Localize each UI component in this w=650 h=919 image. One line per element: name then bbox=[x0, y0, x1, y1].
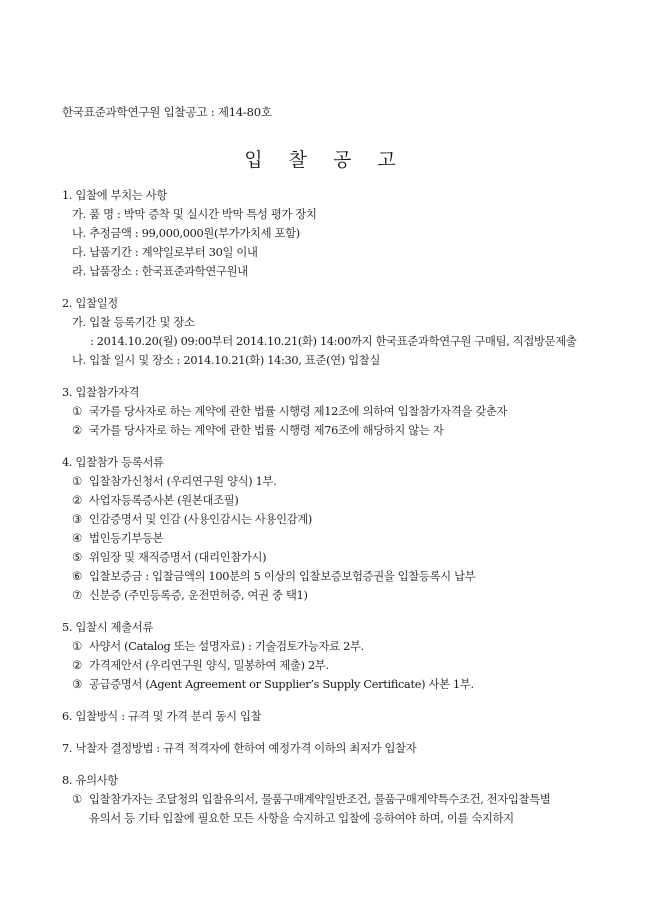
section-heading: 7. 낙찰자 결정방법 : 규격 적격자에 한하여 예정가격 이하의 최저가 입찰자 bbox=[62, 742, 417, 755]
item-text-continuation: 유의서 등 기타 입찰에 필요한 모든 사항을 숙지하고 입찰에 응하여야 하며, 이를 숙지하지 bbox=[89, 812, 514, 825]
section-heading: 8. 유의사항 bbox=[62, 774, 118, 787]
item-text: 법인등기부등본 bbox=[89, 532, 164, 545]
list-item bbox=[62, 548, 592, 567]
item-text: 공급증명서 (Agent Agreement or Supplier’s Supply Certificate) 사본 1부. bbox=[89, 678, 474, 691]
notice-number-header: 한국표준과학연구원 입찰공고 : 제14-80호 bbox=[62, 105, 272, 119]
list-item bbox=[62, 472, 592, 491]
item-delivery-period: 다. 납품기간 : 계약일로부터 30일 이내 bbox=[72, 246, 258, 259]
item-number: ② bbox=[72, 494, 82, 507]
item-delivery-place: 라. 납품장소 : 한국표준과학연구원내 bbox=[72, 265, 248, 278]
list-item bbox=[62, 790, 592, 809]
list-item bbox=[62, 586, 592, 605]
list-item bbox=[62, 637, 592, 656]
section-registration-documents bbox=[62, 453, 592, 605]
list-item bbox=[62, 567, 592, 586]
item-text: 국가를 당사자로 하는 계약에 관한 법률 시행령 제76조에 해당하지 않는 자 bbox=[89, 424, 444, 437]
item-number: ① bbox=[72, 405, 82, 418]
item-registration-period: 가. 입찰 등록기간 및 장소 bbox=[72, 316, 195, 329]
section-heading: 6. 입찰방식 : 규격 및 가격 분리 동시 입찰 bbox=[62, 710, 262, 723]
item-registration-detail: : 2014.10.20(월) 09:00부터 2014.10.21(화) 14:00까지 한국표준과학연구원 구매팀, 직접방문제출 bbox=[90, 335, 577, 348]
document-body bbox=[62, 186, 592, 841]
section-notes bbox=[62, 771, 592, 828]
item-text: 입찰참가자는 조달청의 입찰유의서, 물품구매계약일반조건, 물품구매계약특수조건, 전자입찰특별 bbox=[89, 793, 551, 806]
item-text: 가격제안서 (우리연구원 양식, 밀봉하여 제출) 2부. bbox=[89, 659, 329, 672]
document-title: 입 찰 공 고 bbox=[244, 149, 406, 171]
item-number: ⑦ bbox=[72, 589, 82, 602]
section-heading: 2. 입찰일정 bbox=[62, 297, 118, 310]
item-text: 사업자등록증사본 (원본대조필) bbox=[89, 494, 239, 507]
item-number: ① bbox=[72, 475, 82, 488]
section-submission-documents bbox=[62, 618, 592, 694]
item-text: 입찰참가신청서 (우리연구원 양식) 1부. bbox=[89, 475, 277, 488]
section-heading: 5. 입찰시 제출서류 bbox=[62, 621, 154, 634]
item-text: 위임장 및 재직증명서 (대리인참가시) bbox=[89, 551, 267, 564]
list-item bbox=[62, 421, 592, 440]
item-bid-date-place: 나. 입찰 일시 및 장소 : 2014.10.21(화) 14:30, 표준(연) 입찰실 bbox=[72, 354, 381, 367]
item-number: ⑤ bbox=[72, 551, 82, 564]
section-bid-method bbox=[62, 707, 592, 726]
list-item bbox=[62, 656, 592, 675]
section-bid-subject bbox=[62, 186, 592, 281]
list-item bbox=[62, 402, 592, 421]
item-text: 신분증 (주민등록증, 운전면허증, 여권 중 택1) bbox=[89, 589, 308, 602]
section-heading: 4. 입찰참가 등록서류 bbox=[62, 456, 164, 469]
section-eligibility bbox=[62, 383, 592, 440]
section-winner-decision bbox=[62, 739, 592, 758]
item-number: ③ bbox=[72, 513, 82, 526]
item-estimated-price: 나. 추정금액 : 99,000,000원(부가가치세 포함) bbox=[72, 227, 300, 240]
item-number: ⑥ bbox=[72, 570, 82, 583]
section-heading: 3. 입찰참가자격 bbox=[62, 386, 140, 399]
item-number: ③ bbox=[72, 678, 82, 691]
list-item bbox=[62, 675, 592, 694]
list-item bbox=[62, 510, 592, 529]
section-heading: 1. 입찰에 부치는 사항 bbox=[62, 189, 167, 202]
item-number: ① bbox=[72, 640, 82, 653]
item-text: 인감증명서 및 인감 (사용인감시는 사용인감계) bbox=[89, 513, 313, 526]
item-number: ④ bbox=[72, 532, 82, 545]
item-text: 국가를 당사자로 하는 계약에 관한 법률 시행령 제12조에 의하여 입찰참가자격을 갖춘자 bbox=[89, 405, 508, 418]
list-item bbox=[62, 529, 592, 548]
item-product-name: 가. 품 명 : 박막 증착 및 실시간 박막 특성 평가 장치 bbox=[72, 208, 317, 221]
item-text: 사양서 (Catalog 또는 설명자료) : 기술검토가능자료 2부. bbox=[89, 640, 364, 653]
item-number: ① bbox=[72, 793, 82, 806]
section-bid-schedule bbox=[62, 294, 592, 370]
item-text: 입찰보증금 : 입찰금액의 100분의 5 이상의 입찰보증보험증권을 입찰등록시 납부 bbox=[89, 570, 476, 583]
item-number: ② bbox=[72, 659, 82, 672]
item-number: ② bbox=[72, 424, 82, 437]
list-item bbox=[62, 491, 592, 510]
